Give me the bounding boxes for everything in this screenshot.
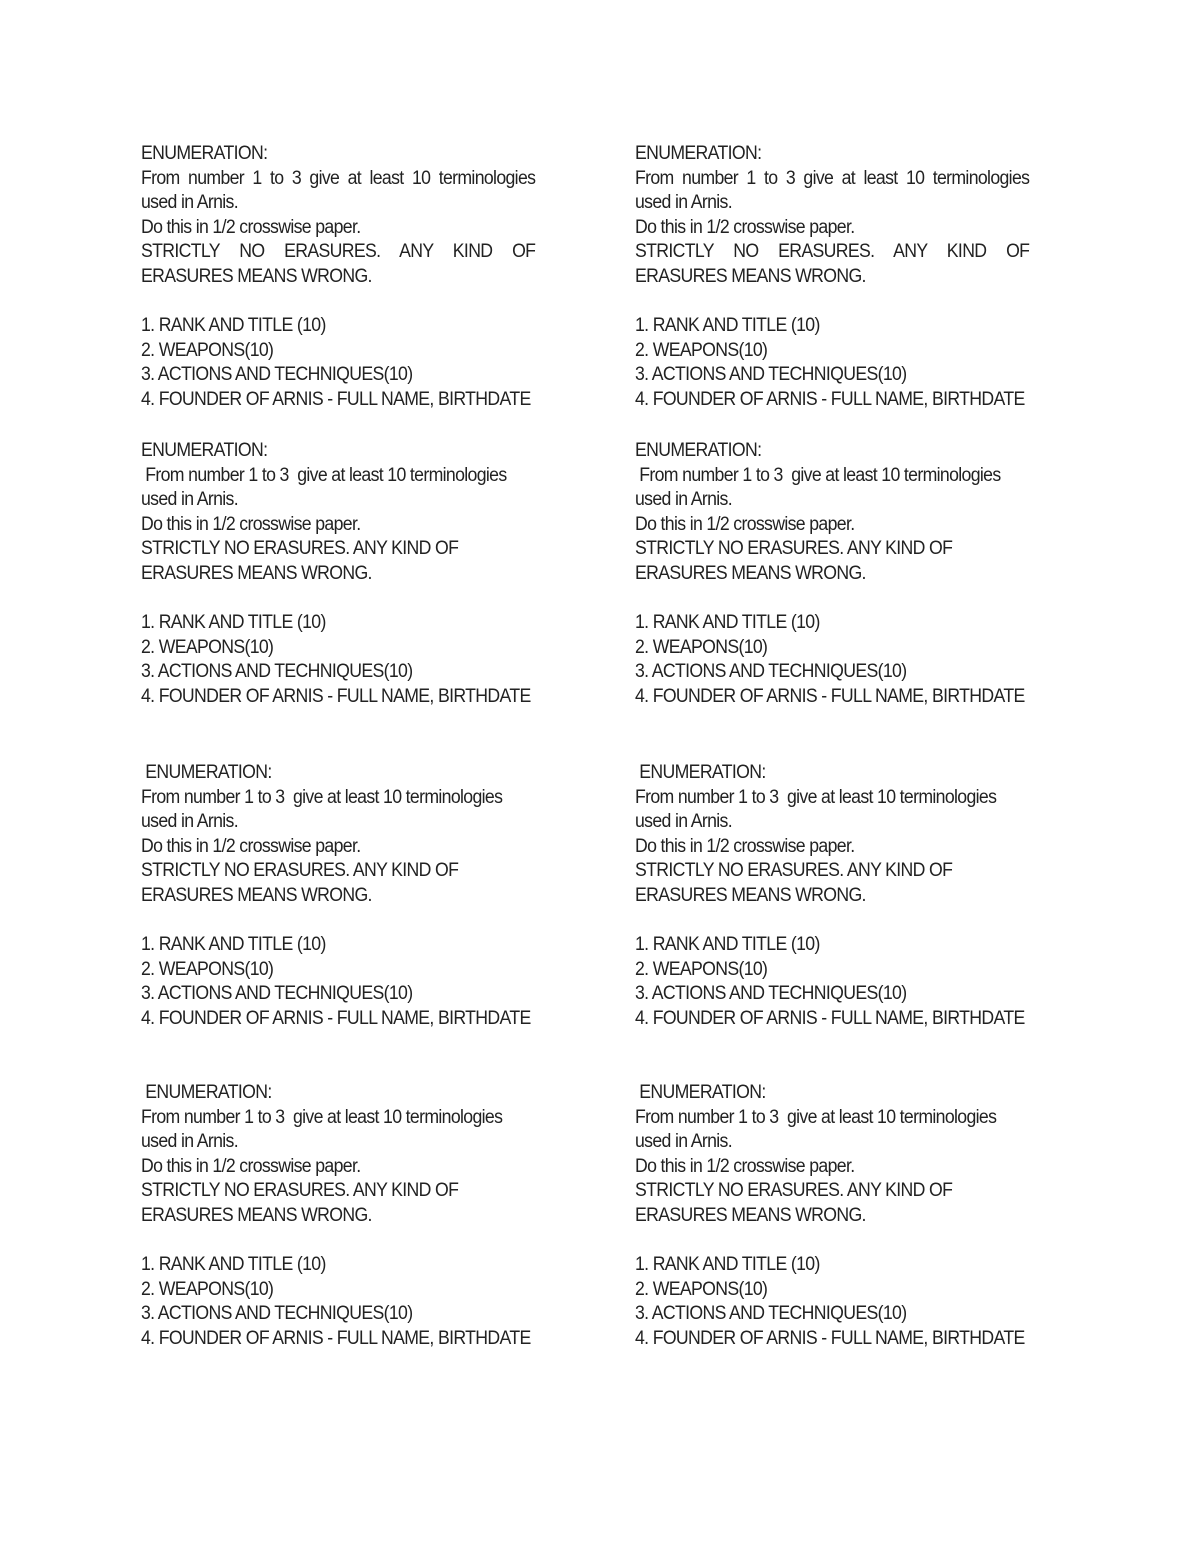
list-item: 3. ACTIONS AND TECHNIQUES(10): [635, 983, 907, 1005]
spacer: [141, 1229, 535, 1254]
block-instruction: used in Arnis.: [141, 1131, 238, 1153]
block-instruction: used in Arnis.: [141, 489, 238, 511]
enumeration-block: [635, 439, 1029, 710]
list-item: 2. WEAPONS(10): [635, 636, 768, 658]
block-instruction: From number 1 to 3 give at least 10 terminologies: [141, 167, 536, 189]
list-item: 2. WEAPONS(10): [635, 1278, 768, 1300]
block-warning: ERASURES MEANS WRONG.: [635, 884, 866, 906]
block-warning: STRICTLY NO ERASURES. ANY KIND OF: [141, 241, 536, 263]
list-item: 2. WEAPONS(10): [635, 339, 768, 361]
block-warning: ERASURES MEANS WRONG.: [141, 562, 372, 584]
enumeration-block: [635, 142, 1029, 413]
block-instruction: used in Arnis.: [635, 1131, 732, 1153]
list-item: 3. ACTIONS AND TECHNIQUES(10): [141, 364, 413, 386]
block-instruction: Do this in 1/2 crosswise paper.: [635, 513, 855, 535]
block-instruction: From number 1 to 3 give at least 10 terminologies: [635, 167, 1030, 189]
block-instruction: Do this in 1/2 crosswise paper.: [141, 835, 361, 857]
block-instruction: From number 1 to 3 give at least 10 terminologies: [141, 786, 503, 808]
block-instruction: used in Arnis.: [635, 811, 732, 833]
list-item: 4. FOUNDER OF ARNIS - FULL NAME, BIRTHDATE: [635, 1007, 1025, 1029]
list-item: 1. RANK AND TITLE (10): [141, 315, 326, 337]
spacer: [635, 290, 1029, 315]
block-warning: ERASURES MEANS WRONG.: [635, 1204, 866, 1226]
list-item: 2. WEAPONS(10): [141, 1278, 274, 1300]
block-instruction: From number 1 to 3 give at least 10 terminologies: [141, 1106, 503, 1128]
block-instruction: From number 1 to 3 give at least 10 terminologies: [635, 786, 997, 808]
spacer: [635, 1229, 1029, 1254]
block-heading: ENUMERATION:: [141, 762, 272, 783]
block-instruction: From number 1 to 3 give at least 10 terminologies: [141, 464, 507, 486]
block-warning: ERASURES MEANS WRONG.: [141, 1204, 372, 1226]
list-item: 1. RANK AND TITLE (10): [635, 1254, 820, 1276]
enumeration-block: [635, 761, 1029, 1032]
list-item: 4. FOUNDER OF ARNIS - FULL NAME, BIRTHDATE: [635, 388, 1025, 410]
list-item: 3. ACTIONS AND TECHNIQUES(10): [141, 983, 413, 1005]
block-instruction: Do this in 1/2 crosswise paper.: [141, 513, 361, 535]
list-item: 2. WEAPONS(10): [141, 958, 274, 980]
block-warning: ERASURES MEANS WRONG.: [635, 562, 866, 584]
block-warning: ERASURES MEANS WRONG.: [141, 265, 372, 287]
list-item: 4. FOUNDER OF ARNIS - FULL NAME, BIRTHDATE: [635, 685, 1025, 707]
block-warning: ERASURES MEANS WRONG.: [141, 884, 372, 906]
block-instruction: used in Arnis.: [635, 192, 732, 214]
enumeration-block: [141, 142, 535, 413]
list-item: 3. ACTIONS AND TECHNIQUES(10): [635, 364, 907, 386]
block-instruction: Do this in 1/2 crosswise paper.: [141, 216, 361, 238]
block-instruction: used in Arnis.: [635, 489, 732, 511]
block-warning: STRICTLY NO ERASURES. ANY KIND OF: [141, 538, 459, 560]
block-instruction: From number 1 to 3 give at least 10 terminologies: [635, 464, 1001, 486]
enumeration-block: [635, 1081, 1029, 1352]
block-heading: ENUMERATION:: [635, 440, 762, 461]
block-heading: ENUMERATION:: [141, 440, 268, 461]
block-heading: ENUMERATION:: [141, 143, 268, 164]
list-item: 4. FOUNDER OF ARNIS - FULL NAME, BIRTHDATE: [141, 1327, 531, 1349]
block-heading: ENUMERATION:: [635, 143, 762, 164]
block-heading: ENUMERATION:: [141, 1082, 272, 1103]
list-item: 2. WEAPONS(10): [141, 636, 274, 658]
spacer: [141, 587, 535, 612]
spacer: [635, 587, 1029, 612]
spacer: [141, 290, 535, 315]
block-warning: STRICTLY NO ERASURES. ANY KIND OF: [635, 538, 953, 560]
list-item: 4. FOUNDER OF ARNIS - FULL NAME, BIRTHDATE: [635, 1327, 1025, 1349]
block-warning: STRICTLY NO ERASURES. ANY KIND OF: [635, 241, 1030, 263]
list-item: 3. ACTIONS AND TECHNIQUES(10): [635, 661, 907, 683]
block-instruction: Do this in 1/2 crosswise paper.: [635, 216, 855, 238]
list-item: 1. RANK AND TITLE (10): [635, 612, 820, 634]
spacer: [141, 909, 535, 934]
spacer: [635, 909, 1029, 934]
list-item: 2. WEAPONS(10): [141, 339, 274, 361]
block-instruction: From number 1 to 3 give at least 10 terminologies: [635, 1106, 997, 1128]
list-item: 3. ACTIONS AND TECHNIQUES(10): [141, 661, 413, 683]
list-item: 1. RANK AND TITLE (10): [141, 934, 326, 956]
list-item: 4. FOUNDER OF ARNIS - FULL NAME, BIRTHDATE: [141, 685, 531, 707]
block-warning: ERASURES MEANS WRONG.: [635, 265, 866, 287]
enumeration-block: [141, 1081, 535, 1352]
list-item: 1. RANK AND TITLE (10): [635, 315, 820, 337]
block-warning: STRICTLY NO ERASURES. ANY KIND OF: [635, 1180, 953, 1202]
list-item: 1. RANK AND TITLE (10): [141, 1254, 326, 1276]
block-instruction: Do this in 1/2 crosswise paper.: [635, 1155, 855, 1177]
list-item: 3. ACTIONS AND TECHNIQUES(10): [141, 1303, 413, 1325]
block-warning: STRICTLY NO ERASURES. ANY KIND OF: [141, 860, 459, 882]
block-heading: ENUMERATION:: [635, 762, 766, 783]
enumeration-block: [141, 761, 535, 1032]
list-item: 4. FOUNDER OF ARNIS - FULL NAME, BIRTHDATE: [141, 388, 531, 410]
block-warning: STRICTLY NO ERASURES. ANY KIND OF: [141, 1180, 459, 1202]
block-instruction: Do this in 1/2 crosswise paper.: [635, 835, 855, 857]
list-item: 2. WEAPONS(10): [635, 958, 768, 980]
block-instruction: Do this in 1/2 crosswise paper.: [141, 1155, 361, 1177]
list-item: 4. FOUNDER OF ARNIS - FULL NAME, BIRTHDATE: [141, 1007, 531, 1029]
enumeration-block: [141, 439, 535, 710]
block-instruction: used in Arnis.: [141, 811, 238, 833]
list-item: 1. RANK AND TITLE (10): [141, 612, 326, 634]
list-item: 3. ACTIONS AND TECHNIQUES(10): [635, 1303, 907, 1325]
block-warning: STRICTLY NO ERASURES. ANY KIND OF: [635, 860, 953, 882]
block-instruction: used in Arnis.: [141, 192, 238, 214]
list-item: 1. RANK AND TITLE (10): [635, 934, 820, 956]
block-heading: ENUMERATION:: [635, 1082, 766, 1103]
